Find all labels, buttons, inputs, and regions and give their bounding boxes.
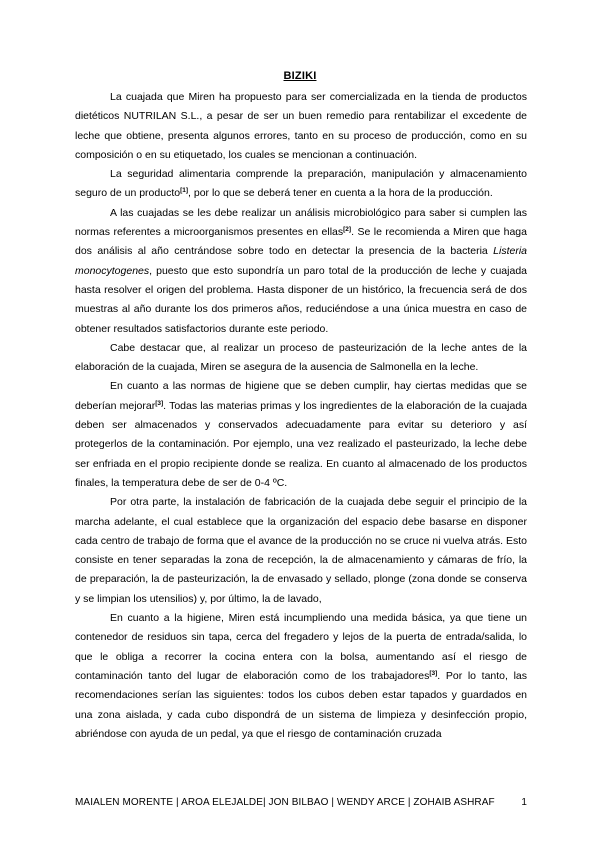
page-number: 1 xyxy=(521,797,527,808)
body-text xyxy=(75,88,527,744)
paragraph-7 xyxy=(75,609,527,744)
paragraph-4: Cabe destacar que, al realizar un proceso de pasteurización de la leche antes de la elaboración de la cuajada, Miren se asegura de la ausencia de Salmonella en la leche. xyxy=(75,341,527,374)
reference-1: [1] xyxy=(180,187,189,195)
paragraph-3-text-c: , puesto que esto supondría un paro total de la producción de leche y cuajada hasta resolver el origen del problema. Hasta disponer de un histórico, la frecuencia será de dos muestras al año durante los dos primeros años, reduciéndose a una única muestra en caso de obtener resultados satisfactorios durante este periodo. xyxy=(75,264,527,335)
paragraph-2 xyxy=(75,165,527,204)
footer-authors: MAIALEN MORENTE | AROA ELEJALDE| JON BILBAO | WENDY ARCE | ZOHAIB ASHRAF xyxy=(75,797,495,808)
paragraph-2-text-b: , por lo que se deberá tener en cuenta a la hora de la producción. xyxy=(188,187,493,200)
paragraph-3 xyxy=(75,204,527,339)
paragraph-5-text-b: . Todas las materias primas y los ingredientes de la elaboración de la cuajada deben ser almacenados y conservados adecuadamente para evitar su deterioro y así protegerlos de la contaminación. Por ejemplo, una vez realizado el pasteurizado, la leche debe ser enfriada en el propio recipiente donde se realiza. En cuanto al almacenado de los productos finales, la temperatura debe de ser de 0-4 ºC. xyxy=(75,399,527,489)
reference-3b: [3] xyxy=(429,669,438,677)
paragraph-7-text-a: En cuanto a la higiene, Miren está incumpliendo una medida básica, ya que tiene un contenedor de residuos sin tapa, cerca del fregadero y lejos de la puerta de entrada/salida, lo que le obliga a recorrer la cocina entera con la bolsa, aumentando así el riesgo de contaminación tanto del lugar de elaboración como de los trabajadores xyxy=(75,612,527,682)
paragraph-5-text-a: En cuanto a las normas de higiene que se deben cumplir, hay ciertas medidas que se deberían mejorar xyxy=(75,380,527,412)
document-title: BIZIKI xyxy=(283,70,317,82)
paragraph-3-text-b: . Se le recomienda a Miren que haga dos análisis al año centrándose sobre todo en detectar la presencia de la bacteria xyxy=(75,226,527,258)
paragraph-7-text-b: . Por lo tanto, las recomendaciones serían las siguientes: todos los cubos deben estar tapados y guardados en una zona aislada, y cada cubo dispondrá de un sistema de limpieza y desinfección propio, abriéndose con ayuda de un pedal, ya que el riesgo de contaminación cruzada xyxy=(75,669,527,740)
paragraph-6: Por otra parte, la instalación de fabricación de la cuajada debe seguir el principio de la marcha adelante, el cual establece que la organización del espacio debe basarse en disponer cada centro de trabajo de forma que el avance de la producción no se cruce ni vuelva atrás. Esto consiste en tener separadas la zona de recepción, la de almacenamiento y cámaras de frío, la de preparación, la de pasteurización, la de envasado y sellado, plonge (zona donde se conserva y se limpian los utensilios) y, por último, la de lavado, xyxy=(75,496,527,605)
paragraph-3-text-a: A las cuajadas se les debe realizar un análisis microbiológico para saber si cumplen las normas referentes a microorganismos presentes en ellas xyxy=(75,206,527,239)
reference-2: [2] xyxy=(343,226,352,234)
paragraph-2-text-a: La seguridad alimentaria comprende la preparación, manipulación y almacenamiento seguro de un producto xyxy=(75,168,527,200)
paragraph-5 xyxy=(75,377,527,493)
reference-3: [3] xyxy=(155,399,164,407)
page-footer xyxy=(75,797,527,808)
bacteria-name: Listeria monocytogenes xyxy=(75,245,527,277)
paragraph-1: La cuajada que Miren ha propuesto para ser comercializada en la tienda de productos dietéticos NUTRILAN S.L., a pesar de ser un buen remedio para rentabilizar el excedente de leche que obtiene, presenta algunos errores, tanto en su proceso de producción, como en su composición o en su etiquetado, los cuales se mencionan a continuación. xyxy=(75,91,527,161)
